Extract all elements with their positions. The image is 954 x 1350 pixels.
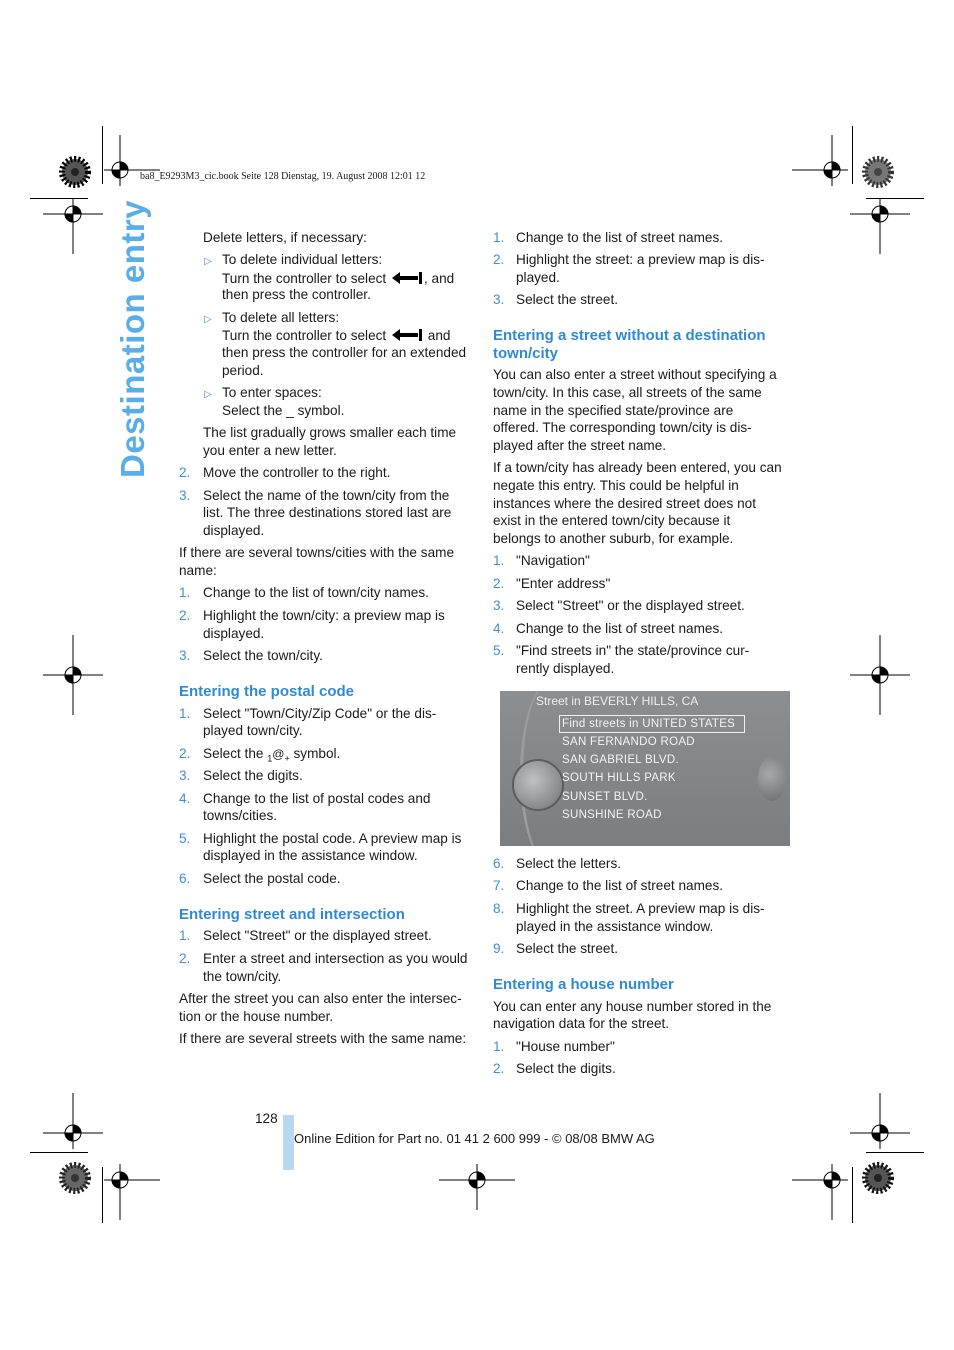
paragraph: After the street you can also enter the intersec-	[179, 991, 462, 1006]
step-text: Select the $_1@_+$ symbol.	[203, 746, 341, 764]
step-text: Select the street.	[516, 941, 619, 956]
step-number: 9.	[493, 941, 505, 956]
intro-text: Delete letters, if necessary:	[203, 230, 367, 245]
step-number: 5.	[179, 831, 191, 846]
step-number: 2.	[179, 465, 191, 480]
paragraph: The list gradually grows smaller each time	[203, 425, 457, 440]
step-number: 2.	[179, 608, 191, 623]
step-number: 8.	[493, 901, 505, 916]
paragraph: navigation data for the street.	[493, 1016, 670, 1031]
controller-knob-icon	[512, 759, 564, 811]
step-number: 3.	[493, 598, 505, 613]
step-text: displayed in the assistance window.	[203, 848, 418, 863]
paragraph: name:	[179, 563, 217, 578]
footer-accent-bar	[283, 1115, 294, 1170]
screen-list-item: SAN GABRIEL BLVD.	[562, 754, 679, 766]
step-text: Select the town/city.	[203, 648, 323, 663]
step-number: 1.	[179, 706, 191, 721]
step-number: 4.	[493, 621, 505, 636]
step-text: list. The three destinations stored last are	[203, 505, 452, 520]
paragraph: You can also enter a street without specifying a	[493, 367, 777, 382]
screen-list-item: Find streets in UNITED STATES	[562, 718, 736, 730]
controller-knob-icon	[758, 756, 786, 801]
step-number: 5.	[493, 643, 505, 658]
step-text: the town/city.	[203, 969, 282, 984]
bullet-line: then press the controller.	[222, 287, 371, 302]
paragraph: name in the specified state/province are	[493, 403, 734, 418]
step-number: 2.	[179, 746, 191, 761]
section-heading: Entering the postal code	[179, 683, 355, 700]
step-text: displayed.	[203, 523, 265, 538]
screen-list-item: SAN FERNANDO ROAD	[562, 736, 695, 748]
step-number: 7.	[493, 878, 505, 893]
paragraph: exist in the entered town/city because it	[493, 513, 731, 528]
section-heading: Entering street and intersection	[179, 906, 405, 923]
paragraph: If a town/city has already been entered, you can	[493, 460, 782, 475]
step-number: 1.	[493, 553, 505, 568]
paragraph: If there are several towns/cities with the same	[179, 545, 455, 560]
step-text: played in the assistance window.	[516, 919, 714, 934]
step-number: 6.	[493, 856, 505, 871]
step-text: Select the postal code.	[203, 871, 341, 886]
step-text: Select the letters.	[516, 856, 622, 871]
step-text: Select the digits.	[516, 1061, 616, 1076]
step-text: Enter a street and intersection as you would	[203, 951, 468, 966]
book-info-line: ba8_E9293M3_cic.book Seite 128 Dienstag, 19. August 2008 12:01 12	[140, 171, 426, 182]
section-side-title: Destination entry	[114, 199, 151, 478]
step-text: Select "Town/City/Zip Code" or the dis-	[203, 706, 437, 721]
step-text: played town/city.	[203, 723, 303, 738]
step-number: 1.	[179, 928, 191, 943]
idrive-screen-image	[500, 691, 790, 846]
paragraph: You can enter any house number stored in the	[493, 999, 772, 1014]
step-text: Change to the list of street names.	[516, 621, 724, 636]
back-arrow-icon	[390, 326, 424, 344]
step-number: 6.	[179, 871, 191, 886]
step-text: "House number"	[516, 1039, 615, 1054]
step-number: 2.	[493, 252, 505, 267]
step-number: 1.	[179, 585, 191, 600]
step-text: towns/cities.	[203, 808, 278, 823]
step-text: Select the name of the town/city from the	[203, 488, 450, 503]
section-heading: Entering a house number	[493, 976, 674, 993]
bullet-head: To delete individual letters:	[222, 252, 383, 267]
step-text: Select the digits.	[203, 768, 303, 783]
step-text: rently displayed.	[516, 661, 615, 676]
step-text: "Enter address"	[516, 576, 611, 591]
step-text: Highlight the street: a preview map is dis-	[516, 252, 765, 267]
step-text: "Find streets in" the state/province cur-	[516, 643, 750, 658]
back-arrow-icon	[390, 269, 424, 287]
triangle-bullet-icon: ▷	[204, 389, 212, 400]
step-text: Select "Street" or the displayed street.	[516, 598, 745, 613]
step-text: Move the controller to the right.	[203, 465, 391, 480]
step-text: Select "Street" or the displayed street.	[203, 928, 432, 943]
step-text: Change to the list of street names.	[516, 878, 724, 893]
bullet-head: To delete all letters:	[222, 310, 340, 325]
step-number: 1.	[493, 230, 505, 245]
step-number: 3.	[179, 768, 191, 783]
bullet-head: To enter spaces:	[222, 385, 322, 400]
step-text: "Navigation"	[516, 553, 590, 568]
step-text: played.	[516, 270, 560, 285]
step-number: 2.	[493, 576, 505, 591]
screen-list-item: SUNSET BLVD.	[562, 791, 648, 803]
paragraph: you enter a new letter.	[203, 443, 337, 458]
page-number: 128	[255, 1111, 278, 1126]
bullet-line: then press the controller for an extended	[222, 345, 467, 360]
paragraph: belongs to another suburb, for example.	[493, 531, 734, 546]
paragraph: town/city. In this case, all streets of the same	[493, 385, 762, 400]
bullet-line: period.	[222, 363, 264, 378]
step-text: displayed.	[203, 626, 265, 641]
paragraph: negate this entry. This could be helpful in	[493, 478, 739, 493]
step-text: Highlight the postal code. A preview map is	[203, 831, 462, 846]
section-heading: town/city	[493, 345, 559, 362]
step-number: 3.	[179, 648, 191, 663]
step-text: Change to the list of street names.	[516, 230, 724, 245]
screen-list-item: SUNSHINE ROAD	[562, 809, 662, 821]
paragraph: offered. The corresponding town/city is dis-	[493, 420, 752, 435]
step-number: 4.	[179, 791, 191, 806]
paragraph: tion or the house number.	[179, 1009, 334, 1024]
screen-header: Street in BEVERLY HILLS, CA	[536, 694, 699, 708]
paragraph: If there are several streets with the same name:	[179, 1031, 467, 1046]
bullet-line: Turn the controller to select , and	[222, 271, 455, 286]
triangle-bullet-icon: ▷	[204, 256, 212, 267]
step-text: Highlight the street. A preview map is dis-	[516, 901, 765, 916]
step-number: 3.	[493, 292, 505, 307]
paragraph: instances where the desired street does not	[493, 496, 756, 511]
paragraph: played after the street name.	[493, 438, 667, 453]
step-text: Select the street.	[516, 292, 619, 307]
step-text: Change to the list of postal codes and	[203, 791, 431, 806]
symbol-key-icon: $_1@_+$	[267, 747, 290, 764]
section-heading: Entering a street without a destination	[493, 327, 766, 344]
step-text: Change to the list of town/city names.	[203, 585, 429, 600]
screen-list-item: SOUTH HILLS PARK	[562, 772, 676, 784]
step-number: 1.	[493, 1039, 505, 1054]
triangle-bullet-icon: ▷	[204, 314, 212, 325]
bullet-line: Turn the controller to select and	[222, 328, 451, 343]
step-number: 2.	[179, 951, 191, 966]
step-number: 2.	[493, 1061, 505, 1076]
step-text: Highlight the town/city: a preview map is	[203, 608, 445, 623]
bullet-line: Select the _ symbol.	[222, 403, 345, 418]
step-number: 3.	[179, 488, 191, 503]
footer-edition-text: Online Edition for Part no. 01 41 2 600 999 - © 08/08 BMW AG	[294, 1131, 655, 1146]
